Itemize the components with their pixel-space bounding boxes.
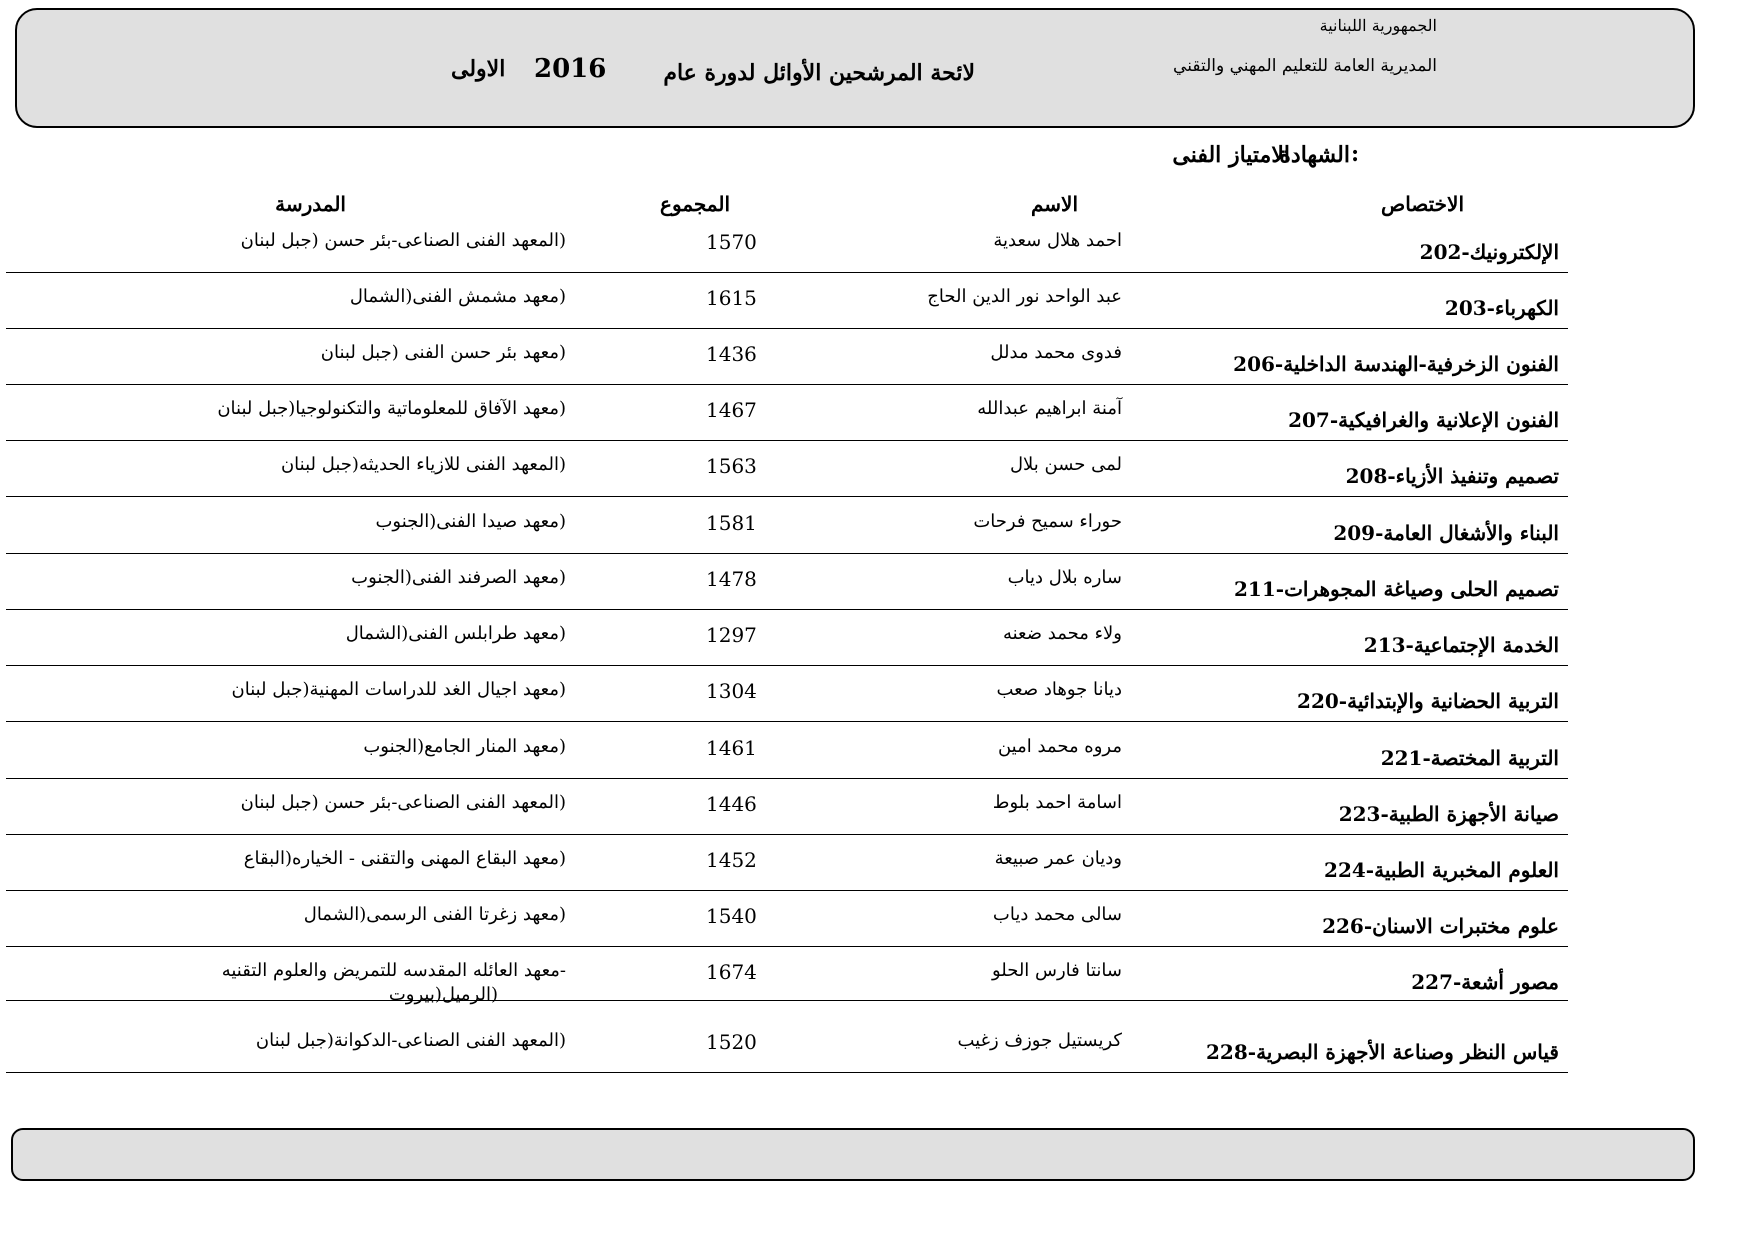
cell-name: اسامة احمد بلوط [992,792,1122,813]
table-row [6,782,1568,835]
cell-specialization: صيانة الأجهزة الطبية-223 [1338,802,1559,826]
cell-school: (معهد مشمش الفنى(الشمال [349,286,566,307]
cell-total: 1297 [706,623,757,647]
cell-specialization: علوم مختبرات الاسنان-226 [1322,914,1559,938]
cell-total: 1446 [706,792,757,816]
cell-specialization: تصميم الحلى وصياغة المجوهرات-211 [1234,577,1559,601]
cell-total: 1570 [706,230,757,254]
cell-name: فدوى محمد مدلل [990,342,1122,363]
cell-specialization: الإلكترونيك-202 [1419,240,1559,264]
cell-name: عبد الواحد نور الدين الحاج [927,286,1122,307]
column-header-total: المجموع [660,192,730,216]
table-row [6,950,1568,1005]
table-row [6,557,1568,610]
cell-specialization: الفنون الإعلانية والغرافيكية-207 [1288,408,1559,432]
cell-specialization: الخدمة الإجتماعية-213 [1363,633,1559,657]
table-row [6,1020,1568,1073]
cell-school: (معهد بئر حسن الفنى (جبل لبنان [320,342,566,363]
cell-specialization: الفنون الزخرفية-الهندسة الداخلية-206 [1233,352,1559,376]
cell-school: (معهد زغرتا الفنى الرسمى(الشمال [303,904,566,925]
cell-total: 1304 [706,679,757,703]
cell-name: كريستيل جوزف زغيب [957,1030,1122,1051]
cell-name: سانتا فارس الحلو [991,960,1122,981]
cell-total: 1520 [706,1030,757,1054]
cell-total: 1436 [706,342,757,366]
cell-school: (معهد اجيال الغد للدراسات المهنية(جبل لبنان [231,679,566,700]
table-row [6,444,1568,497]
cell-name: وديان عمر صبيعة [994,848,1122,869]
table-row [6,838,1568,891]
cell-school: (معهد البقاع المهنى والتقنى - الخياره(البقاع [243,848,566,869]
column-header-specialization: الاختصاص [1381,192,1464,216]
cell-specialization: قياس النظر وصناعة الأجهزة البصرية-228 [1206,1040,1559,1064]
certificate-value: الامتياز الفنى [1172,142,1290,168]
certificate-label: الشهادة [1279,142,1350,168]
cell-specialization: البناء والأشغال العامة-209 [1333,521,1559,545]
cell-name: مروه محمد امين [997,736,1122,757]
cell-school: (معهد الصرفند الفنى(الجنوب [351,567,566,588]
session-year: 2016 [534,54,607,84]
republic-label: الجمهورية اللبنانية [1319,16,1437,35]
cell-school: (المعهد الفنى الصناعى-الدكوانة(جبل لبنان [255,1030,566,1051]
page-title: لائحة المرشحين الأوائل لدورة عام [663,60,975,86]
cell-school: (معهد صيدا الفنى(الجنوب [375,511,566,532]
cell-name: آمنة ابراهيم عبدالله [977,398,1122,419]
cell-name: ساره بلال دياب [1007,567,1122,588]
cell-total: 1581 [706,511,757,535]
table-row [6,726,1568,779]
directorate-label: المديرية العامة للتعليم المهني والتقني [1173,56,1437,76]
cell-specialization: مصور أشعة-227 [1411,970,1559,994]
cell-total: 1563 [706,454,757,478]
cell-name: احمد هلال سعدية [993,230,1122,251]
cell-total: 1478 [706,567,757,591]
table-row [6,501,1568,554]
table-row [6,276,1568,329]
cell-specialization: تصميم وتنفيذ الأزياء-208 [1345,464,1559,488]
cell-school: (معهد الآفاق للمعلوماتية والتكنولوجيا(جبل لبنان [217,398,566,419]
table-row [6,388,1568,441]
table-row [6,894,1568,947]
cell-total: 1674 [706,960,757,984]
cell-school-line2: (الرميل(بيروت [388,984,498,1005]
table-row [6,613,1568,666]
cell-name: ولاء محمد ضعنه [1002,623,1122,644]
footer-banner [11,1128,1695,1181]
cell-specialization: التربية الحضانية والإبتدائية-220 [1297,689,1559,713]
cell-total: 1615 [706,286,757,310]
cell-total: 1452 [706,848,757,872]
cell-specialization: التربية المختصة-221 [1380,746,1559,770]
table-row [6,220,1568,273]
cell-name: ديانا جوهاد صعب [996,679,1122,700]
cell-total: 1540 [706,904,757,928]
certificate-colon: : [1351,141,1360,167]
cell-specialization: العلوم المخبرية الطبية-224 [1324,858,1559,882]
table-row [6,669,1568,722]
column-header-school: المدرسة [275,192,346,216]
table-row [6,332,1568,385]
cell-name: حوراء سميح فرحات [973,511,1122,532]
cell-name: سالى محمد دياب [992,904,1122,925]
cell-school: -معهد العائله المقدسه للتمريض والعلوم التقنيه [221,960,566,981]
cell-name: لمى حسن بلال [1009,454,1122,475]
cell-school: (المعهد الفنى للازياء الحديثه(جبل لبنان [280,454,566,475]
cell-school: (معهد طرابلس الفنى(الشمال [345,623,566,644]
cell-specialization: الكهرباء-203 [1444,296,1559,320]
cell-school: (المعهد الفنى الصناعى-بئر حسن (جبل لبنان [240,230,566,251]
column-header-name: الاسم [1030,192,1078,216]
cell-total: 1467 [706,398,757,422]
cell-school: (المعهد الفنى الصناعى-بئر حسن (جبل لبنان [240,792,566,813]
session-label: الاولى [451,56,506,82]
cell-total: 1461 [706,736,757,760]
cell-school: (معهد المنار الجامع(الجنوب [363,736,566,757]
